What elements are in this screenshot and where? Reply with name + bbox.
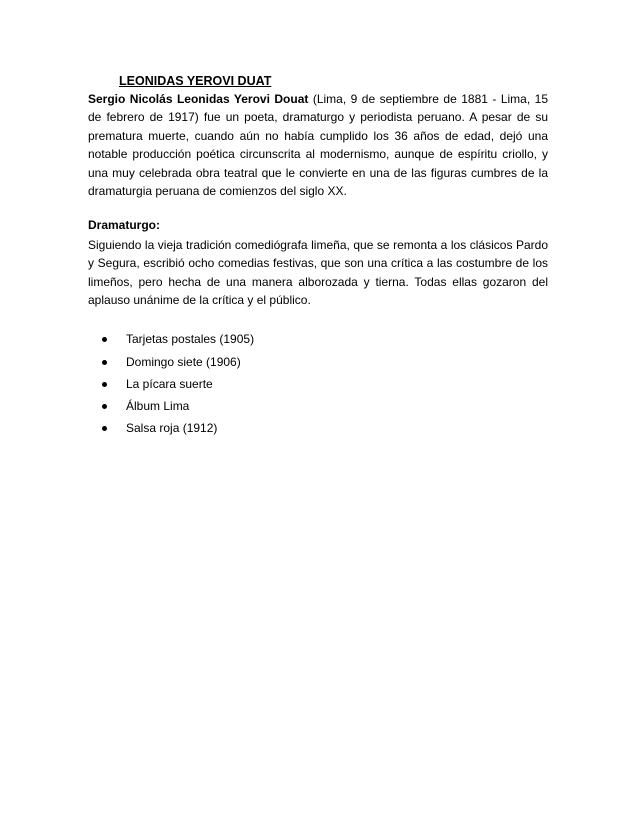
works-list	[88, 330, 548, 441]
bullet-icon	[102, 337, 107, 342]
bullet-icon	[102, 426, 107, 431]
list-item-label: Tarjetas postales (1905)	[126, 332, 255, 347]
list-item	[88, 375, 548, 397]
intro-text: (Lima, 9 de septiembre de 1881 - Lima, 15 de febrero de 1917) fue un poeta, dramaturgo y periodista peruano. A pesar de su prematura muerte, cuando aún no había cumplido los 36 años de edad, dejó una notable producción poética circunscrita al modernismo, aunque de espíritu criollo, y una muy celebrada obra teatral que le convierte en una de las figuras cumbres de la dramaturgia peruana de comienzos del siglo XX.	[88, 92, 549, 199]
list-item	[88, 330, 548, 352]
list-item-label: Álbum Lima	[126, 399, 190, 414]
section-heading-dramaturgo: Dramaturgo:	[88, 218, 161, 233]
section-paragraph: Siguiendo la vieja tradición comediógrafa limeña, que se remonta a los clásicos Pardo y Segura, escribió ocho comedias festivas, que son una crítica a las costumbre de los limeños, pero hecha de una manera alborozada y tierna. Todas ellas gozaron del aplauso unánime de la crítica y el público.	[88, 237, 548, 308]
bullet-icon	[102, 360, 107, 365]
document-body	[88, 72, 548, 441]
list-item-label: Salsa roja (1912)	[126, 421, 218, 436]
intro-bold-name: Sergio Nicolás Leonidas Yerovi Douat	[88, 92, 309, 106]
bullet-icon	[102, 382, 107, 387]
list-item	[88, 397, 548, 419]
bullet-icon	[102, 404, 107, 409]
list-item-label: Domingo siete (1906)	[126, 354, 241, 369]
document-title: LEONIDAS YEROVI DUAT	[119, 74, 272, 88]
list-item-label: La pícara suerte	[126, 376, 213, 391]
intro-paragraph	[88, 90, 548, 200]
list-item	[88, 419, 548, 441]
list-item	[88, 353, 548, 375]
